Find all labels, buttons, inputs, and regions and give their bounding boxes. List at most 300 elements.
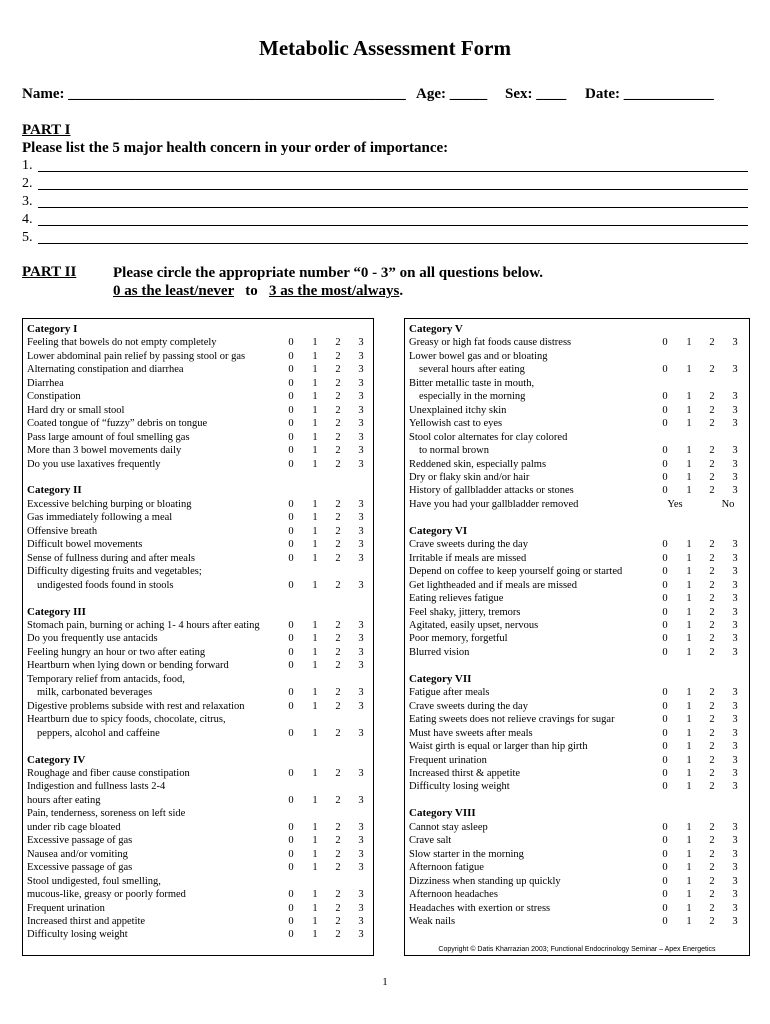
- score-option-1[interactable]: 1: [686, 741, 692, 753]
- score-option-0[interactable]: 0: [662, 835, 668, 847]
- score-option-2[interactable]: 2: [335, 418, 341, 430]
- score-option-2[interactable]: 2: [709, 579, 715, 591]
- score-option-3[interactable]: 3: [732, 337, 738, 349]
- score-option-2[interactable]: 2: [335, 768, 341, 779]
- score-option-0[interactable]: 0: [288, 821, 294, 833]
- score-option-3[interactable]: 3: [732, 539, 738, 551]
- score-option-1[interactable]: 1: [686, 337, 692, 349]
- score-option-1[interactable]: 1: [312, 902, 318, 914]
- score-option-2[interactable]: 2: [709, 418, 715, 430]
- score-option-3[interactable]: 3: [358, 821, 364, 833]
- score-option-0[interactable]: 0: [288, 445, 294, 457]
- score-option-2[interactable]: 2: [335, 700, 341, 712]
- score-option-2[interactable]: 2: [709, 781, 715, 793]
- score-option-1[interactable]: 1: [312, 727, 318, 739]
- score-option-1[interactable]: 1: [686, 364, 692, 376]
- score-option-2[interactable]: 2: [709, 633, 715, 645]
- score-option-2[interactable]: 2: [335, 835, 341, 847]
- score-option-3[interactable]: 3: [358, 525, 364, 537]
- score-option-3[interactable]: 3: [358, 929, 364, 941]
- part2-instruction: [113, 264, 543, 300]
- score-option-2[interactable]: 2: [709, 754, 715, 766]
- score-option-0[interactable]: 0: [662, 471, 668, 483]
- no-option[interactable]: No: [721, 498, 735, 510]
- score-option-0[interactable]: 0: [288, 902, 294, 914]
- score-option-3[interactable]: 3: [732, 619, 738, 631]
- concern-line-rule[interactable]: [38, 225, 748, 226]
- score-option-3[interactable]: 3: [358, 445, 364, 457]
- score-option-2[interactable]: 2: [709, 687, 715, 699]
- question-text: More than 3 bowel movements daily: [27, 445, 182, 457]
- score-option-3[interactable]: 3: [732, 889, 738, 901]
- score-option-3[interactable]: 3: [358, 498, 364, 510]
- score-option-3[interactable]: 3: [358, 364, 364, 376]
- score-option-1[interactable]: 1: [312, 579, 318, 591]
- score-option-1[interactable]: 1: [686, 889, 692, 901]
- score-option-1[interactable]: 1: [686, 418, 692, 430]
- score-option-2[interactable]: 2: [709, 889, 715, 901]
- score-option-0[interactable]: 0: [662, 364, 668, 376]
- score-option-1[interactable]: 1: [686, 714, 692, 726]
- score-option-0[interactable]: 0: [662, 337, 668, 349]
- score-option-1[interactable]: 1: [312, 835, 318, 847]
- score-option-2[interactable]: 2: [335, 862, 341, 874]
- score-option-3[interactable]: 3: [358, 794, 364, 806]
- date-field[interactable]: Date: ____________: [585, 86, 714, 102]
- score-option-1[interactable]: 1: [686, 902, 692, 914]
- question-text: Feel shaky, jittery, tremors: [409, 606, 521, 618]
- score-option-3[interactable]: 3: [732, 606, 738, 618]
- score-option-1[interactable]: 1: [686, 875, 692, 887]
- score-option-3[interactable]: 3: [732, 485, 738, 497]
- score-option-2[interactable]: 2: [709, 445, 715, 457]
- score-option-2[interactable]: 2: [335, 633, 341, 645]
- score-option-0[interactable]: 0: [288, 579, 294, 591]
- score-option-1[interactable]: 1: [686, 619, 692, 631]
- score-option-2[interactable]: 2: [709, 848, 715, 860]
- score-option-0[interactable]: 0: [288, 377, 294, 389]
- score-option-3[interactable]: 3: [358, 620, 364, 631]
- score-option-0[interactable]: 0: [662, 646, 668, 658]
- score-option-3[interactable]: 3: [358, 915, 364, 927]
- score-option-0[interactable]: 0: [288, 660, 294, 672]
- score-option-2[interactable]: 2: [709, 471, 715, 483]
- score-option-2[interactable]: 2: [709, 552, 715, 564]
- score-option-2[interactable]: 2: [709, 915, 715, 927]
- score-option-0[interactable]: 0: [662, 741, 668, 753]
- score-option-3[interactable]: 3: [732, 391, 738, 403]
- score-option-2[interactable]: 2: [709, 821, 715, 833]
- score-option-3[interactable]: 3: [732, 458, 738, 470]
- score-option-2[interactable]: 2: [335, 458, 341, 470]
- score-option-0[interactable]: 0: [288, 700, 294, 712]
- score-option-3[interactable]: 3: [358, 768, 364, 779]
- score-option-3[interactable]: 3: [732, 700, 738, 712]
- score-option-2[interactable]: 2: [335, 821, 341, 833]
- score-option-3[interactable]: 3: [732, 767, 738, 779]
- score-option-1[interactable]: 1: [686, 539, 692, 551]
- score-option-1[interactable]: 1: [686, 404, 692, 416]
- score-option-2[interactable]: 2: [335, 848, 341, 860]
- score-option-1[interactable]: 1: [686, 754, 692, 766]
- score-option-1[interactable]: 1: [312, 794, 318, 806]
- score-option-3[interactable]: 3: [732, 875, 738, 887]
- score-option-0[interactable]: 0: [288, 525, 294, 537]
- score-option-2[interactable]: 2: [335, 902, 341, 914]
- score-option-1[interactable]: 1: [686, 458, 692, 470]
- name-field[interactable]: Name: _____________________________________________: [22, 86, 406, 102]
- question-row: [409, 458, 745, 471]
- score-option-0[interactable]: 0: [288, 364, 294, 376]
- score-option-2[interactable]: 2: [709, 337, 715, 349]
- score-option-1[interactable]: 1: [686, 727, 692, 739]
- score-option-2[interactable]: 2: [709, 741, 715, 753]
- score-option-0[interactable]: 0: [662, 485, 668, 497]
- score-option-0[interactable]: 0: [662, 862, 668, 874]
- score-option-0[interactable]: 0: [662, 889, 668, 901]
- score-option-3[interactable]: 3: [358, 902, 364, 914]
- score-option-1[interactable]: 1: [686, 646, 692, 658]
- score-option-3[interactable]: 3: [732, 727, 738, 739]
- score-option-3[interactable]: 3: [358, 835, 364, 847]
- score-option-3[interactable]: 3: [358, 337, 364, 349]
- score-option-2[interactable]: 2: [709, 566, 715, 578]
- score-option-2[interactable]: 2: [335, 794, 341, 806]
- score-option-1[interactable]: 1: [312, 862, 318, 874]
- score-option-2[interactable]: 2: [709, 364, 715, 376]
- score-option-2[interactable]: 2: [709, 700, 715, 712]
- score-option-1[interactable]: 1: [686, 391, 692, 403]
- score-option-2[interactable]: 2: [335, 498, 341, 510]
- question-row: [27, 390, 369, 403]
- concern-line-number: 5.: [22, 230, 33, 245]
- score-option-3[interactable]: 3: [732, 754, 738, 766]
- scale-most-label: 3 as the most/always: [268, 283, 400, 299]
- score-option-1[interactable]: 1: [312, 458, 318, 470]
- concern-line[interactable]: [22, 158, 748, 176]
- score-option-3[interactable]: 3: [358, 391, 364, 403]
- score-option-0[interactable]: 0: [662, 727, 668, 739]
- score-option-3[interactable]: 3: [358, 458, 364, 470]
- score-option-1[interactable]: 1: [312, 646, 318, 658]
- score-option-3[interactable]: 3: [358, 848, 364, 860]
- score-option-0[interactable]: 0: [288, 350, 294, 362]
- score-option-0[interactable]: 0: [288, 539, 294, 551]
- concern-line[interactable]: [22, 194, 748, 212]
- score-option-3[interactable]: 3: [358, 418, 364, 430]
- score-option-2[interactable]: 2: [709, 727, 715, 739]
- score-option-2[interactable]: 2: [709, 767, 715, 779]
- score-option-2[interactable]: 2: [335, 525, 341, 537]
- score-option-0[interactable]: 0: [662, 700, 668, 712]
- question-row: [409, 632, 745, 645]
- question-text: Must have sweets after meals: [409, 727, 533, 739]
- score-option-1[interactable]: 1: [686, 862, 692, 874]
- sex-field[interactable]: Sex: ____: [505, 86, 567, 102]
- score-option-0[interactable]: 0: [662, 714, 668, 726]
- score-option-1[interactable]: 1: [312, 445, 318, 457]
- score-option-2[interactable]: 2: [335, 620, 341, 631]
- score-option-3[interactable]: 3: [732, 915, 738, 927]
- score-option-1[interactable]: 1: [312, 929, 318, 941]
- score-option-1[interactable]: 1: [312, 687, 318, 699]
- score-option-1[interactable]: 1: [312, 350, 318, 362]
- score-option-1[interactable]: 1: [312, 525, 318, 537]
- score-option-0[interactable]: 0: [662, 418, 668, 430]
- score-option-0[interactable]: 0: [288, 848, 294, 860]
- score-option-2[interactable]: 2: [709, 619, 715, 631]
- score-option-1[interactable]: 1: [312, 337, 318, 349]
- score-option-1[interactable]: 1: [312, 768, 318, 779]
- score-option-0[interactable]: 0: [662, 404, 668, 416]
- score-option-0[interactable]: 0: [662, 781, 668, 793]
- score-option-2[interactable]: 2: [709, 862, 715, 874]
- score-option-1[interactable]: 1: [312, 364, 318, 376]
- score-option-0[interactable]: 0: [288, 862, 294, 874]
- score-option-1[interactable]: 1: [312, 700, 318, 712]
- score-option-0[interactable]: 0: [288, 431, 294, 443]
- score-option-0[interactable]: 0: [662, 848, 668, 860]
- score-option-1[interactable]: 1: [312, 377, 318, 389]
- concern-line-rule[interactable]: [38, 207, 748, 208]
- score-option-1[interactable]: 1: [686, 552, 692, 564]
- score-option-3[interactable]: 3: [358, 727, 364, 739]
- score-option-2[interactable]: 2: [335, 929, 341, 941]
- score-option-1[interactable]: 1: [686, 687, 692, 699]
- score-option-3[interactable]: 3: [732, 566, 738, 578]
- score-option-0[interactable]: 0: [662, 915, 668, 927]
- score-option-2[interactable]: 2: [335, 687, 341, 699]
- score-option-0[interactable]: 0: [288, 418, 294, 430]
- score-option-0[interactable]: 0: [662, 606, 668, 618]
- score-option-3[interactable]: 3: [358, 431, 364, 443]
- score-option-2[interactable]: 2: [335, 579, 341, 591]
- question-row: [27, 848, 369, 861]
- score-option-1[interactable]: 1: [686, 848, 692, 860]
- score-option-2[interactable]: 2: [335, 539, 341, 551]
- score-option-0[interactable]: 0: [288, 552, 294, 564]
- score-option-3[interactable]: 3: [732, 862, 738, 874]
- score-option-3[interactable]: 3: [358, 687, 364, 699]
- score-option-3[interactable]: 3: [732, 552, 738, 564]
- score-option-0[interactable]: 0: [288, 646, 294, 658]
- score-option-1[interactable]: 1: [312, 418, 318, 430]
- score-option-2[interactable]: 2: [335, 552, 341, 564]
- score-option-3[interactable]: 3: [732, 821, 738, 833]
- concern-line-rule[interactable]: [38, 243, 748, 244]
- score-option-3[interactable]: 3: [732, 471, 738, 483]
- concern-line[interactable]: [22, 176, 748, 194]
- score-option-2[interactable]: 2: [335, 512, 341, 524]
- score-option-3[interactable]: 3: [732, 714, 738, 726]
- score-option-2[interactable]: 2: [335, 889, 341, 901]
- score-option-0[interactable]: 0: [288, 915, 294, 927]
- score-option-0[interactable]: 0: [662, 902, 668, 914]
- score-option-3[interactable]: 3: [358, 552, 364, 564]
- score-option-1[interactable]: 1: [312, 660, 318, 672]
- score-option-3[interactable]: 3: [732, 593, 738, 605]
- concern-line[interactable]: [22, 230, 748, 248]
- score-option-0[interactable]: 0: [288, 889, 294, 901]
- score-option-1[interactable]: 1: [312, 821, 318, 833]
- score-option-3[interactable]: 3: [358, 377, 364, 389]
- score-option-0[interactable]: 0: [662, 619, 668, 631]
- score-option-1[interactable]: 1: [686, 445, 692, 457]
- copyright-notice: Copyright © Datis Kharrazian 2003; Functional Endocrinology Seminar – Apex Energetics: [438, 946, 716, 953]
- score-option-1[interactable]: 1: [686, 566, 692, 578]
- score-option-0[interactable]: 0: [288, 458, 294, 470]
- score-option-2[interactable]: 2: [709, 902, 715, 914]
- score-option-0[interactable]: 0: [662, 754, 668, 766]
- score-option-0[interactable]: 0: [662, 687, 668, 699]
- score-option-3[interactable]: 3: [358, 350, 364, 362]
- score-option-3[interactable]: 3: [358, 539, 364, 551]
- concern-line-rule[interactable]: [38, 189, 748, 190]
- question-row: [27, 646, 369, 659]
- score-option-2[interactable]: 2: [709, 714, 715, 726]
- score-option-3[interactable]: 3: [732, 848, 738, 860]
- score-option-3[interactable]: 3: [358, 579, 364, 591]
- score-option-2[interactable]: 2: [335, 337, 341, 349]
- score-option-0[interactable]: 0: [662, 458, 668, 470]
- score-option-1[interactable]: 1: [312, 620, 318, 631]
- score-option-1[interactable]: 1: [686, 485, 692, 497]
- score-option-2[interactable]: 2: [335, 915, 341, 927]
- score-option-3[interactable]: 3: [358, 404, 364, 416]
- score-option-2[interactable]: 2: [335, 364, 341, 376]
- score-option-1[interactable]: 1: [312, 391, 318, 403]
- score-option-0[interactable]: 0: [662, 552, 668, 564]
- score-option-1[interactable]: 1: [686, 781, 692, 793]
- score-option-3[interactable]: 3: [358, 700, 364, 712]
- score-option-3[interactable]: 3: [358, 633, 364, 645]
- score-option-2[interactable]: 2: [709, 875, 715, 887]
- score-option-0[interactable]: 0: [662, 821, 668, 833]
- score-option-0[interactable]: 0: [662, 566, 668, 578]
- score-option-2[interactable]: 2: [335, 660, 341, 672]
- score-option-0[interactable]: 0: [288, 512, 294, 524]
- score-option-0[interactable]: 0: [662, 579, 668, 591]
- score-option-0[interactable]: 0: [288, 337, 294, 349]
- score-option-0[interactable]: 0: [288, 929, 294, 941]
- score-option-0[interactable]: 0: [662, 391, 668, 403]
- score-option-2[interactable]: 2: [709, 539, 715, 551]
- score-option-1[interactable]: 1: [312, 498, 318, 510]
- concern-line-rule[interactable]: [38, 171, 748, 172]
- score-option-2[interactable]: 2: [709, 485, 715, 497]
- score-option-3[interactable]: 3: [732, 835, 738, 847]
- score-option-3[interactable]: 3: [732, 781, 738, 793]
- score-option-2[interactable]: 2: [709, 835, 715, 847]
- yes-option[interactable]: Yes: [667, 498, 683, 510]
- score-option-3[interactable]: 3: [732, 579, 738, 591]
- score-option-0[interactable]: 0: [662, 767, 668, 779]
- score-option-3[interactable]: 3: [358, 646, 364, 658]
- score-option-3[interactable]: 3: [732, 902, 738, 914]
- score-option-0[interactable]: 0: [662, 593, 668, 605]
- score-option-0[interactable]: 0: [288, 727, 294, 739]
- score-option-3[interactable]: 3: [732, 633, 738, 645]
- score-option-1[interactable]: 1: [686, 700, 692, 712]
- score-option-0[interactable]: 0: [288, 794, 294, 806]
- score-option-2[interactable]: 2: [709, 646, 715, 658]
- score-option-0[interactable]: 0: [288, 768, 294, 779]
- question-row: [27, 700, 369, 713]
- score-option-3[interactable]: 3: [732, 646, 738, 658]
- score-option-1[interactable]: 1: [312, 431, 318, 443]
- score-option-1[interactable]: 1: [686, 633, 692, 645]
- score-option-1[interactable]: 1: [312, 404, 318, 416]
- score-option-1[interactable]: 1: [686, 821, 692, 833]
- score-option-1[interactable]: 1: [686, 593, 692, 605]
- score-option-2[interactable]: 2: [335, 350, 341, 362]
- score-option-3[interactable]: 3: [358, 862, 364, 874]
- score-option-0[interactable]: 0: [288, 404, 294, 416]
- score-option-0[interactable]: 0: [288, 498, 294, 510]
- score-option-3[interactable]: 3: [732, 418, 738, 430]
- score-option-2[interactable]: 2: [335, 377, 341, 389]
- score-option-1[interactable]: 1: [686, 767, 692, 779]
- score-option-0[interactable]: 0: [662, 875, 668, 887]
- question-text: Excessive belching burping or bloating: [27, 498, 192, 510]
- score-option-0[interactable]: 0: [288, 835, 294, 847]
- question-row: [409, 821, 745, 834]
- score-option-2[interactable]: 2: [709, 606, 715, 618]
- score-option-2[interactable]: 2: [335, 431, 341, 443]
- concern-line[interactable]: [22, 212, 748, 230]
- score-option-0[interactable]: 0: [662, 633, 668, 645]
- score-option-3[interactable]: 3: [358, 889, 364, 901]
- score-option-0[interactable]: 0: [288, 633, 294, 645]
- age-field[interactable]: Age: _____: [416, 86, 488, 102]
- score-option-2[interactable]: 2: [709, 593, 715, 605]
- score-option-2[interactable]: 2: [335, 391, 341, 403]
- score-option-3[interactable]: 3: [732, 741, 738, 753]
- score-option-3[interactable]: 3: [732, 445, 738, 457]
- score-option-3[interactable]: 3: [358, 660, 364, 672]
- score-option-2[interactable]: 2: [335, 445, 341, 457]
- score-option-1[interactable]: 1: [686, 835, 692, 847]
- score-option-1[interactable]: 1: [312, 889, 318, 901]
- score-option-2[interactable]: 2: [335, 404, 341, 416]
- score-option-1[interactable]: 1: [312, 915, 318, 927]
- score-option-1[interactable]: 1: [312, 539, 318, 551]
- score-option-1[interactable]: 1: [312, 512, 318, 524]
- score-option-0[interactable]: 0: [288, 391, 294, 403]
- score-option-2[interactable]: 2: [335, 646, 341, 658]
- score-option-1[interactable]: 1: [312, 633, 318, 645]
- score-option-3[interactable]: 3: [732, 404, 738, 416]
- score-option-2[interactable]: 2: [709, 391, 715, 403]
- score-option-0[interactable]: 0: [662, 445, 668, 457]
- score-option-2[interactable]: 2: [709, 458, 715, 470]
- score-option-0[interactable]: 0: [662, 539, 668, 551]
- score-option-2[interactable]: 2: [335, 727, 341, 739]
- score-option-2[interactable]: 2: [709, 404, 715, 416]
- score-option-3[interactable]: 3: [732, 364, 738, 376]
- score-option-1[interactable]: 1: [686, 471, 692, 483]
- score-option-1[interactable]: 1: [312, 848, 318, 860]
- score-option-3[interactable]: 3: [358, 512, 364, 524]
- score-option-3[interactable]: 3: [732, 687, 738, 699]
- score-option-0[interactable]: 0: [288, 620, 294, 631]
- score-option-1[interactable]: 1: [686, 579, 692, 591]
- question-row: [409, 888, 745, 901]
- score-option-0[interactable]: 0: [288, 687, 294, 699]
- score-option-1[interactable]: 1: [312, 552, 318, 564]
- score-option-1[interactable]: 1: [686, 606, 692, 618]
- score-option-1[interactable]: 1: [686, 915, 692, 927]
